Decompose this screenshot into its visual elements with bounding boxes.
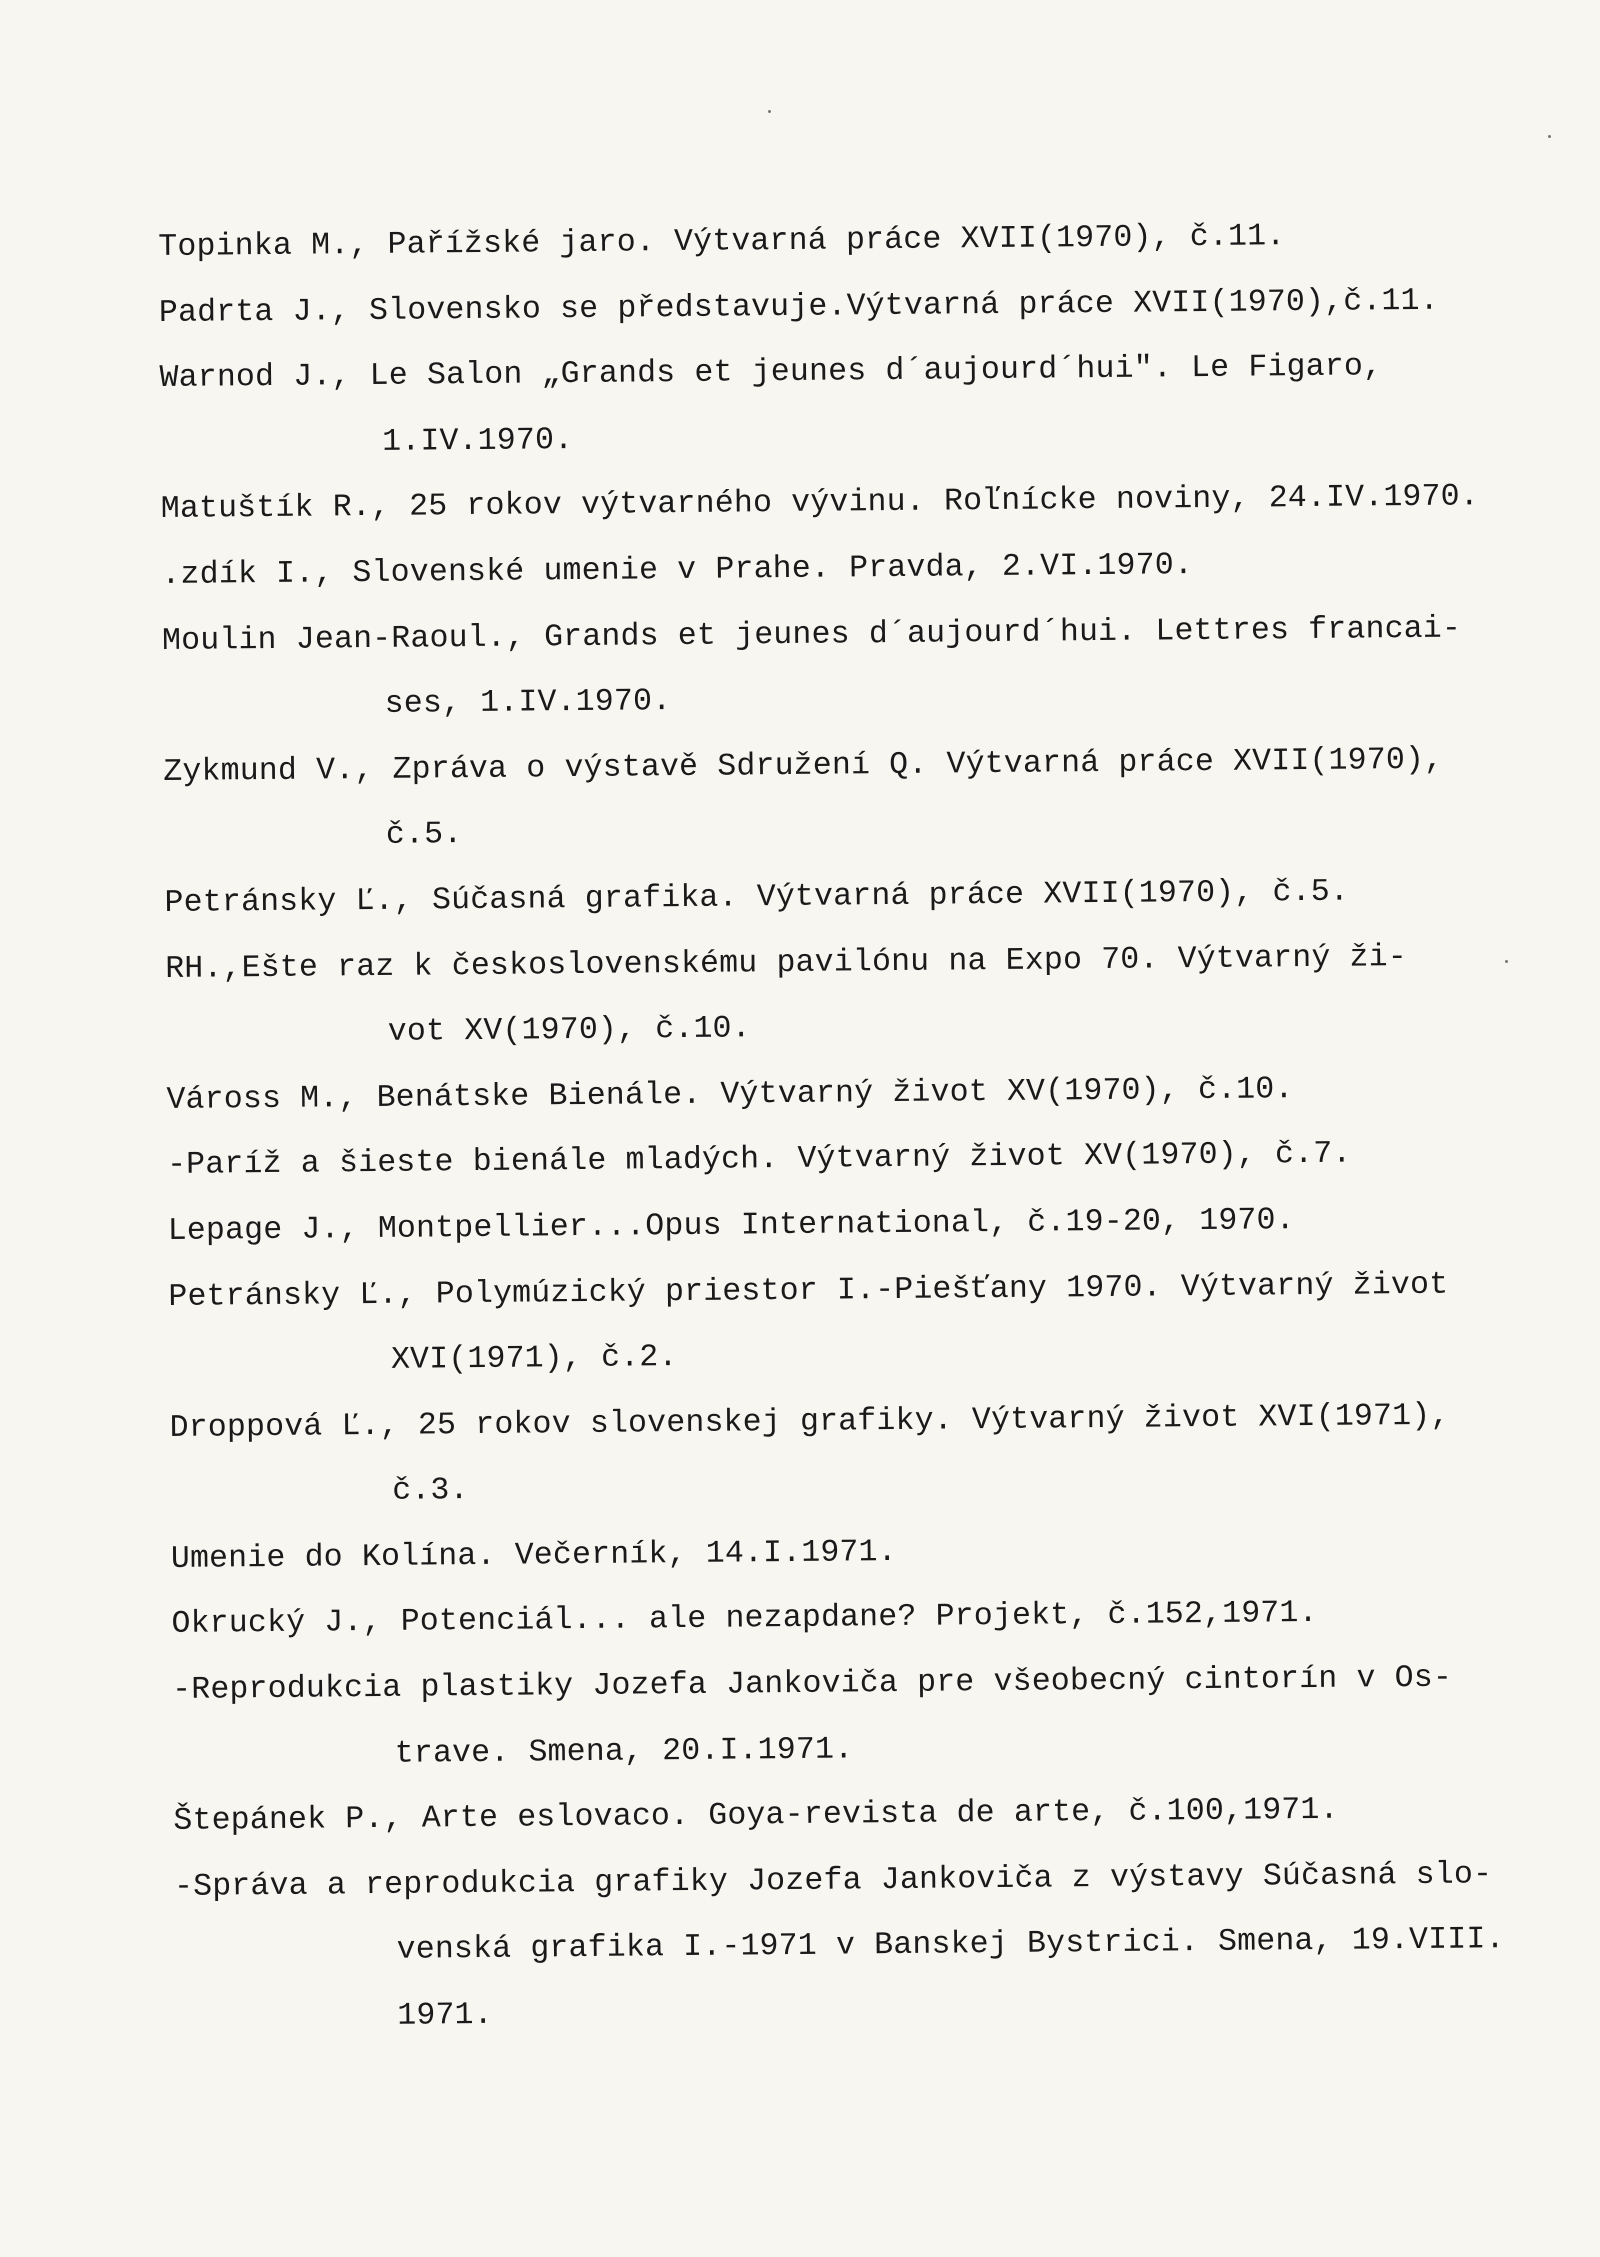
entry-first-line: Topinka M., Pařížské jaro. Výtvarná práce XVII(1970), č.11. [158,219,1286,265]
entry-first-line: .zdík I., Slovenské umenie v Prahe. Pravda, 2.VI.1970. [161,548,1194,593]
paper-speck [768,110,771,113]
bibliography-entry [163,727,1504,871]
bibliography-entry [168,1252,1509,1396]
entry-continuation-line: č.5. [385,817,463,854]
entry-continuation-line: venská grafika I.-1971 v Banskej Bystrici. Smena, 19.VIII. [396,1922,1505,1969]
entry-continuation-line: 1971. [397,1997,493,2034]
entry-first-line: Petránsky Ľ., Súčasná grafika. Výtvarná práce XVII(1970), č.5. [164,874,1350,921]
entry-continuation-line: vot XV(1970), č.10. [387,1011,751,1050]
bibliography-entry [169,1383,1510,1527]
entry-first-line: Zykmund V., Zpráva o výstavě Sdružení Q. Výtvarná práce XVII(1970), [163,742,1444,790]
entry-continuation-line: XVI(1971), č.2. [390,1340,678,1378]
entry-first-line: Matuštík R., 25 rokov výtvarného vývinu. Roľnícke noviny, 24.IV.1970. [160,479,1480,528]
bibliography-entry [162,596,1503,740]
bibliography-entry [161,465,1502,543]
entry-continuation-line: 1.IV.1970. [382,422,574,460]
entry-first-line: Droppová Ľ., 25 rokov slovenskej grafiky. Výtvarný život XVI(1971), [169,1398,1450,1446]
bibliography-list [158,202,1516,2051]
bibliography-entry [172,1645,1513,1789]
entry-first-line: Padrta J., Slovensko se představuje.Výtvarná práce XVII(1970),č.11. [158,283,1439,331]
entry-first-line: Lepage J., Montpellier...Opus International, č.19-20, 1970. [167,1203,1295,1249]
paper-speck [1505,960,1508,963]
entry-continuation-line: trave. Smena, 20.I.1971. [394,1732,854,1772]
entry-first-line: Okrucký J., Potenciál... ale nezapdane? Projekt, č.152,1971. [171,1596,1318,1643]
entry-continuation-line: ses, 1.IV.1970. [384,684,672,723]
entry-first-line: Váross M., Benátske Bienále. Výtvarný život XV(1970), č.10. [166,1071,1294,1118]
entry-first-line: Moulin Jean-Raoul., Grands et jeunes d´aujourd´hui. Lettres francai- [161,611,1462,659]
bibliography-entry [165,924,1506,1068]
paper-speck [1548,135,1551,138]
entry-first-line: Štepánek P., Arte eslovaco. Goya-revista de arte, č.100,1971. [173,1792,1339,1840]
entry-first-line: Warnod J., Le Salon „Grands et jeunes d´aujourd´hui". Le Figaro, [159,349,1383,397]
entry-first-line: Umenie do Kolína. Večerník, 14.I.1971. [170,1534,897,1577]
entry-first-line: Petránsky Ľ., Polymúzický priestor I.-Piešťany 1970. Výtvarný život [168,1267,1449,1315]
bibliography-entry [159,333,1500,477]
entry-first-line: RH.,Ešte raz k československému pavilónu na Expo 70. Výtvarný ži- [165,939,1408,987]
entry-first-line: -Reprodukcia plastiky Jozefa Jankoviča pre všeobecný cintorín v Os- [171,1660,1453,1708]
bibliography-entry [167,1120,1508,1198]
entry-first-line: -Paríž a šieste bienále mladých. Výtvarný život XV(1970), č.7. [166,1136,1352,1184]
entry-continuation-line: č.3. [392,1473,469,1510]
bibliography-entry [174,1842,1516,2052]
bibliography-entry [164,858,1505,936]
entry-first-line: -Správa a reprodukcia grafiky Jozefa Jankoviča z výstavy Súčasná slo- [173,1857,1493,1905]
